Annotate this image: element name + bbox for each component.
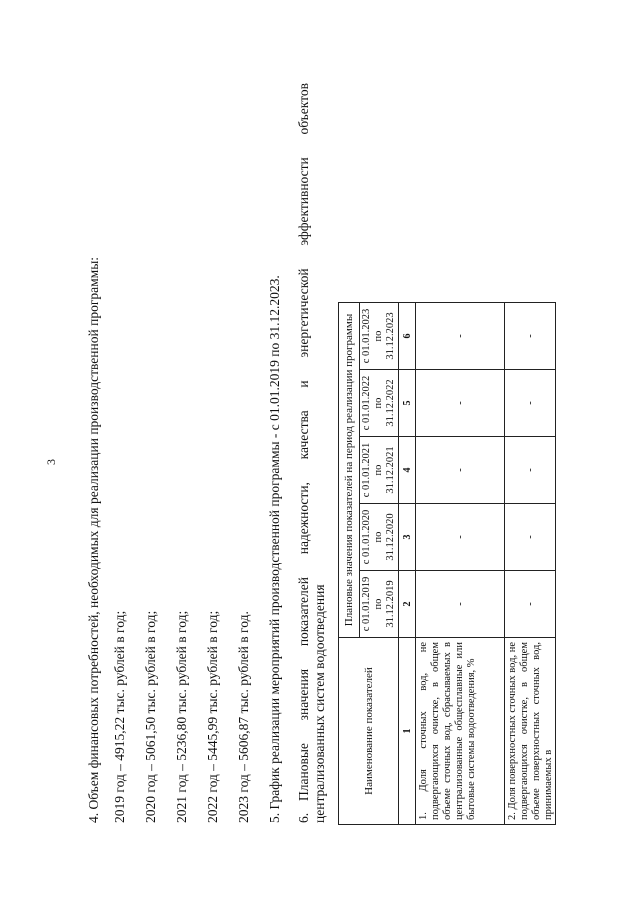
page-number: 3 bbox=[44, 459, 58, 465]
column-index: 3 bbox=[399, 504, 416, 571]
name-column-header: Наименование показателей bbox=[339, 638, 399, 825]
indicator-value: - bbox=[416, 437, 505, 504]
period-header: с 01.01.2022 по 31.12.2022 bbox=[360, 370, 399, 437]
financing-item: 2023 год – 5606,87 тыс. рублей в год. bbox=[236, 611, 251, 823]
indicator-value: - bbox=[505, 303, 556, 370]
section-5-text: 5. График реализации мероприятий производственной программы - с 01.01.2019 по 31.12.2023. bbox=[267, 275, 282, 823]
column-index: 6 bbox=[399, 303, 416, 370]
indicator-value: - bbox=[416, 571, 505, 638]
section-6-title: Плановые значения показателей надежности, качества и энергетической эффективности объектов bbox=[296, 83, 311, 801]
column-index: 5 bbox=[399, 370, 416, 437]
financing-item: 2019 год – 4915,22 тыс. рублей в год; bbox=[112, 610, 127, 823]
indicator-value: - bbox=[505, 370, 556, 437]
indicator-name-cell bbox=[505, 638, 556, 825]
period-header: с 01.01.2023 по 31.12.2023 bbox=[360, 303, 399, 370]
table-row bbox=[416, 303, 505, 825]
period-group-header: Плановые значения показателей на период реализации программы bbox=[339, 303, 360, 638]
indicator-value: - bbox=[416, 370, 505, 437]
indicator-value: - bbox=[505, 504, 556, 571]
indicators-table bbox=[338, 302, 556, 825]
period-header: с 01.01.2019 по 31.12.2019 bbox=[360, 571, 399, 638]
section-6-line-2: централизованных систем водоотведения bbox=[312, 584, 327, 823]
financing-item: 2022 год – 5445,99 тыс. рублей в год; bbox=[205, 610, 220, 823]
section-6-heading bbox=[296, 83, 328, 823]
section-6-number: 6. bbox=[296, 812, 311, 823]
section-4-heading: 4. Объем финансовых потребностей, необходимых для реализации производственной программы: bbox=[86, 256, 101, 823]
column-index: 1 bbox=[399, 638, 416, 825]
period-header: с 01.01.2021 по 31.12.2021 bbox=[360, 437, 399, 504]
financing-item: 2020 год – 5061,50 тыс. рублей в год; bbox=[143, 610, 158, 823]
column-index-row bbox=[399, 303, 416, 825]
column-index: 4 bbox=[399, 437, 416, 504]
indicator-value: - bbox=[505, 571, 556, 638]
period-header: с 01.01.2020 по 31.12.2020 bbox=[360, 504, 399, 571]
section-6-line-1 bbox=[296, 83, 312, 823]
indicator-value: - bbox=[505, 437, 556, 504]
table-row bbox=[505, 303, 556, 825]
financing-item: 2021 год – 5236,80 тыс. рублей в год; bbox=[174, 610, 189, 823]
indicator-value: - bbox=[416, 504, 505, 571]
indicator-value: - bbox=[416, 303, 505, 370]
indicator-name: 1. Доля сточных вод, не подвергающихся очистке, в общем объеме сточных вод, сбрасываемых в централизованные общесплавные или бытовые системы водоотведения, % bbox=[416, 638, 505, 825]
column-index: 2 bbox=[399, 571, 416, 638]
indicator-name: 2. Доля поверхностных сточных вод, не подвергающихся очистке, в общем объеме поверхностных сточных вод, принимаемых в bbox=[507, 642, 554, 820]
